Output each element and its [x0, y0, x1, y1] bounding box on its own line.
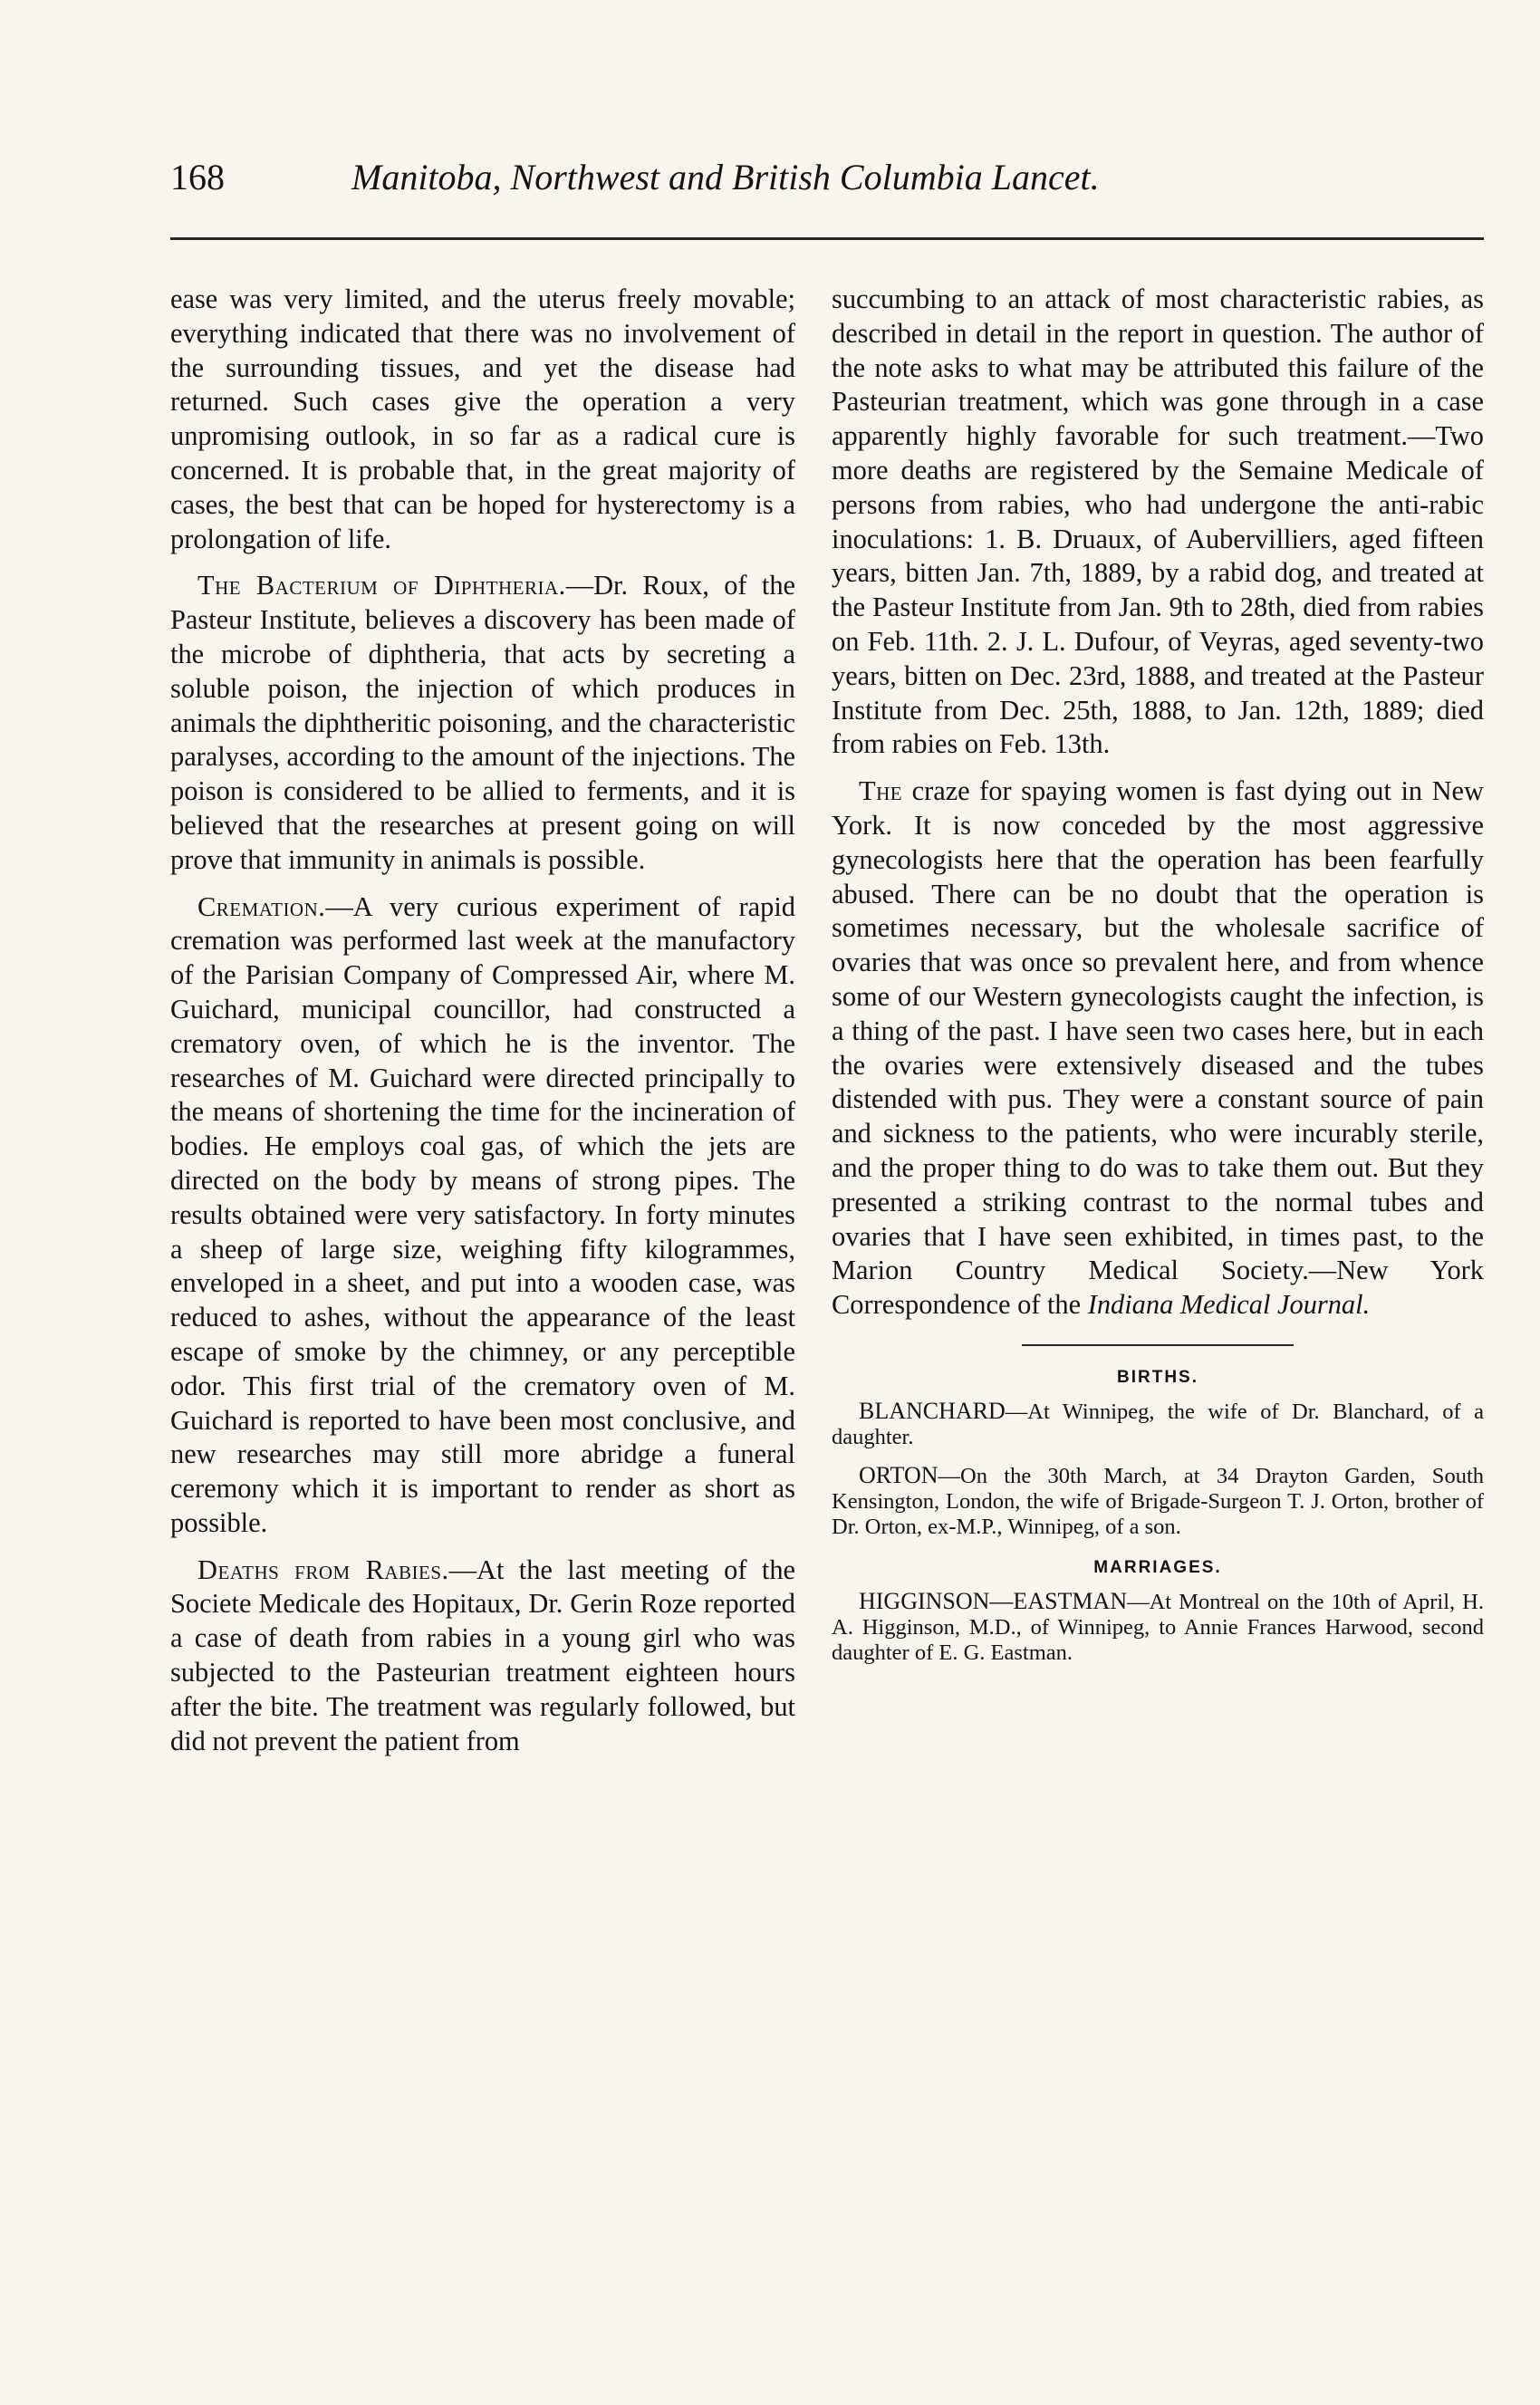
- page-number: 168: [170, 157, 225, 197]
- paragraph-cremation: [170, 890, 795, 1541]
- paragraph-rabies: [170, 1554, 795, 1759]
- journal-name: Indiana Medical Journal.: [1087, 1289, 1371, 1321]
- rabies-body: —At the last meeting of the Societe Medicale des Hopitaux, Dr. Gerin Roze reported a case of death from rabies in a young girl who was subjected to the Pasteurian treatment eighteen hours after the bite. The treatment was regularly followed, but did not prevent the patient from: [170, 1554, 796, 1756]
- marriage-notice-higginson: [832, 1589, 1484, 1666]
- birth-text-orton: —On the 30th March, at 34 Drayton Garden, South Kensington, London, the wife of Brigade-Surgeon T. J. Orton, brother of Dr. Orton, ex-M.P., Winnipeg, of a son.: [832, 1463, 1484, 1539]
- heading-cremation: Cremation.: [197, 890, 326, 922]
- heading-rabies: Deaths from Rabies.: [197, 1554, 449, 1585]
- heading-diphtheria: The Bacterium of Diphtheria.: [197, 570, 566, 601]
- spaying-body: craze for spaying women is fast dying out in New York. It is now conceded by the most aggressive gynecologists here that the operation has been fearfully abused. There can be no doubt that the operation is sometimes necessary, but the wholesale sacrifice of ovaries that was once so prevalent here, and from whence some of our Western gynecologists caught the infection, is a thing of the past. I have seen two cases here, but in each the ovaries were extensively diseased and the tubes distended with pus. They were a constant source of pain and sickness to the patients, who were incurably sterile, and the proper thing to do was to take them out. But they presented a striking contrast to the normal tubes and ovaries that I have seen exhibited, in times past, to the Marion Country Medical Society.—New York Correspondence of the: [832, 775, 1484, 1321]
- marriage-text-higginson: —At Montreal on the 10th of April, H. A. Higginson, M.D., of Winnipeg, to Annie Frances Harwood, second daughter of E. G. Eastman.: [832, 1589, 1484, 1665]
- page-header: [170, 156, 1384, 207]
- paragraph-rabies-continued: succumbing to an attack of most characteristic rabies, as described in detail in the report in question. The author of the note asks to what may be attributed this failure of the Pasteurian treatment, which was gone through in a case apparently highly favorable for such treatment.—Two more deaths are registered by the Semaine Medicale of persons from rabies, who had undergone the anti-rabic inoculations: 1. B. Druaux, of Aubervilliers, aged fifteen years, bitten Jan. 7th, 1889, by a rabid dog, and treated at the Pasteur Institute from Jan. 9th to 28th, died from rabies on Feb. 11th. 2. J. L. Dufour, of Veyras, aged seventy-two years, bitten on Dec. 23rd, 1888, and treated at the Pasteur Institute from Dec. 25th, 1888, to Jan. 12th, 1889; died from rabies on Feb. 13th.: [832, 284, 1484, 760]
- cremation-body: —A very curious experiment of rapid cremation was performed last week at the manufactory of the Parisian Company of Compressed Air, where M. Guichard, municipal councillor, had constructed a crematory oven, of which he is the inventor. The researches of M. Guichard were directed principally to the means of shortening the time for the incineration of bodies. He employs coal gas, of which the jets are directed on the body by means of strong pipes. The results obtained were very satisfactory. In forty minutes a sheep of large size, weighing fifty kilogrammes, enveloped in a sheet, and put into a wooden case, was reduced to ashes, without the appearance of the least escape of smoke by the chimney, or any perceptible odor. This first trial of the crematory oven of M. Guichard is reported to have been most conclusive, and new researches may still more abridge a funeral ceremony which it is important to render as short as possible.: [170, 890, 795, 1538]
- birth-notice-orton: [832, 1463, 1484, 1540]
- marriage-name-higginson: HIGGINSON—EASTMAN: [859, 1587, 1128, 1614]
- diphtheria-body: —Dr. Roux, of the Pasteur Institute, believes a discovery has been made of the microbe of diphtheria, that acts by secreting a soluble poison, the injection of which produces in animals the diphtheritic poisoning, and the characteristic paralyses, according to the amount of the injections. The poison is considered to be allied to ferments, and it is believed that the researches at present going on will prove that immunity in animals is possible.: [170, 570, 795, 875]
- left-column: [170, 283, 795, 1758]
- header-rule: [170, 237, 1484, 240]
- paragraph-hysterectomy: ease was very limited, and the uterus freely movable; everything indicated that there was no involvement of the surrounding tissues, and yet the disease had returned. Such cases give the operation a very unpromising outlook, in so far as a radical cure is concerned. It is probable that, in the great majority of cases, the best that can be hoped for hysterectomy is a prolongation of life.: [170, 284, 795, 554]
- running-title: Manitoba, Northwest and British Columbia Lancet.: [351, 157, 1100, 197]
- section-divider: [1022, 1344, 1294, 1346]
- paragraph-spaying: [832, 774, 1484, 1323]
- heading-spaying: The: [859, 775, 903, 807]
- paragraph-diphtheria: [170, 569, 795, 877]
- birth-name-orton: ORTON: [859, 1461, 938, 1488]
- right-column: [832, 283, 1484, 1666]
- birth-text-blanchard: —At Winnipeg, the wife of Dr. Blanchard, of a daughter.: [832, 1399, 1484, 1449]
- birth-notice-blanchard: [832, 1399, 1484, 1450]
- births-heading: BIRTHS.: [1117, 1367, 1198, 1387]
- birth-name-blanchard: BLANCHARD: [859, 1397, 1006, 1424]
- marriages-heading: MARRIAGES.: [1093, 1557, 1222, 1577]
